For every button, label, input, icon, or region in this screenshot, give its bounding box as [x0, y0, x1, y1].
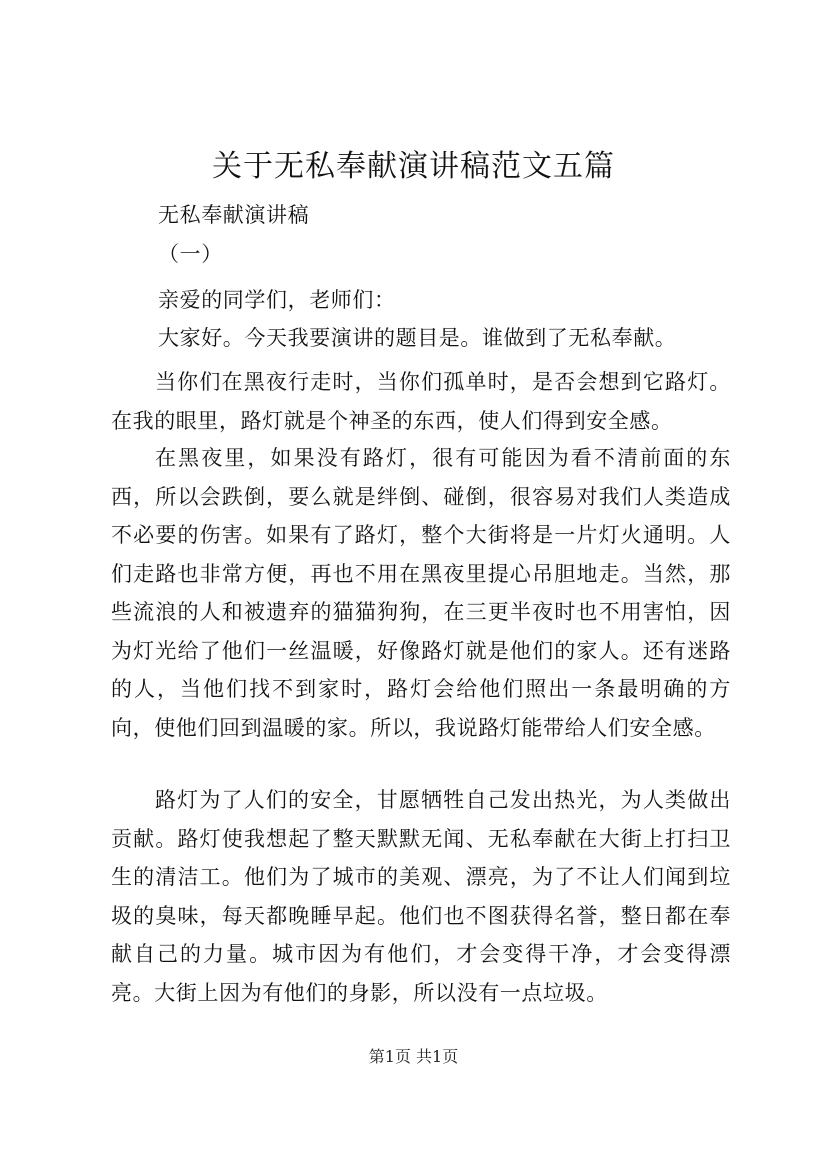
- page-footer: 第1页 共1页: [368, 1047, 459, 1066]
- document-title: 关于无私奉献演讲稿范文五篇: [212, 149, 615, 184]
- greeting: 亲爱的同学们，老师们：: [158, 288, 396, 312]
- paragraph-2: 在黑夜里，如果没有路灯，很有可能因为看不清前面的东西，所以会跌倒，要么就是绊倒、碰倒，很容易对我们人类造成不必要的伤害。如果有了路灯，整个大街将是一片灯火通明。人们走路也非常方便，再也不用在黑夜里提心吊胆地走。当然，那些流浪的人和被遗弃的猫猫狗狗，在三更半夜时也不用害怕，因为灯光给了他们一丝温暖，好像路灯就是他们的家人。还有迷路的人，当他们找不到家时，路灯会给他们照出一条最明确的方向，使他们回到温暖的家。所以，我说路灯能带给人们安全感。: [111, 446, 731, 740]
- paragraph-3: 路灯为了人们的安全，甘愿牺牲自己发出热光，为人类做出贡献。路灯使我想起了整天默默无闻、无私奉献在大街上打扫卫生的清洁工。他们为了城市的美观、漂亮，为了不让人们闻到垃圾的臭味，每天都晚睡早起。他们也不图获得名誉，整日都在奉献自己的力量。城市因为有他们，才会变得干净，才会变得漂亮。大街上因为有他们的身影，所以没有一点垃圾。: [111, 788, 731, 1005]
- section-number: （一）: [158, 242, 223, 266]
- subheading: 无私奉献演讲稿: [158, 203, 310, 227]
- paragraph-1: 当你们在黑夜行走时，当你们孤单时，是否会想到它路灯。在我的眼里，路灯就是个神圣的东西，使人们得到安全感。: [111, 370, 731, 433]
- opening-line: 大家好。今天我要演讲的题目是。谁做到了无私奉献。: [158, 326, 677, 350]
